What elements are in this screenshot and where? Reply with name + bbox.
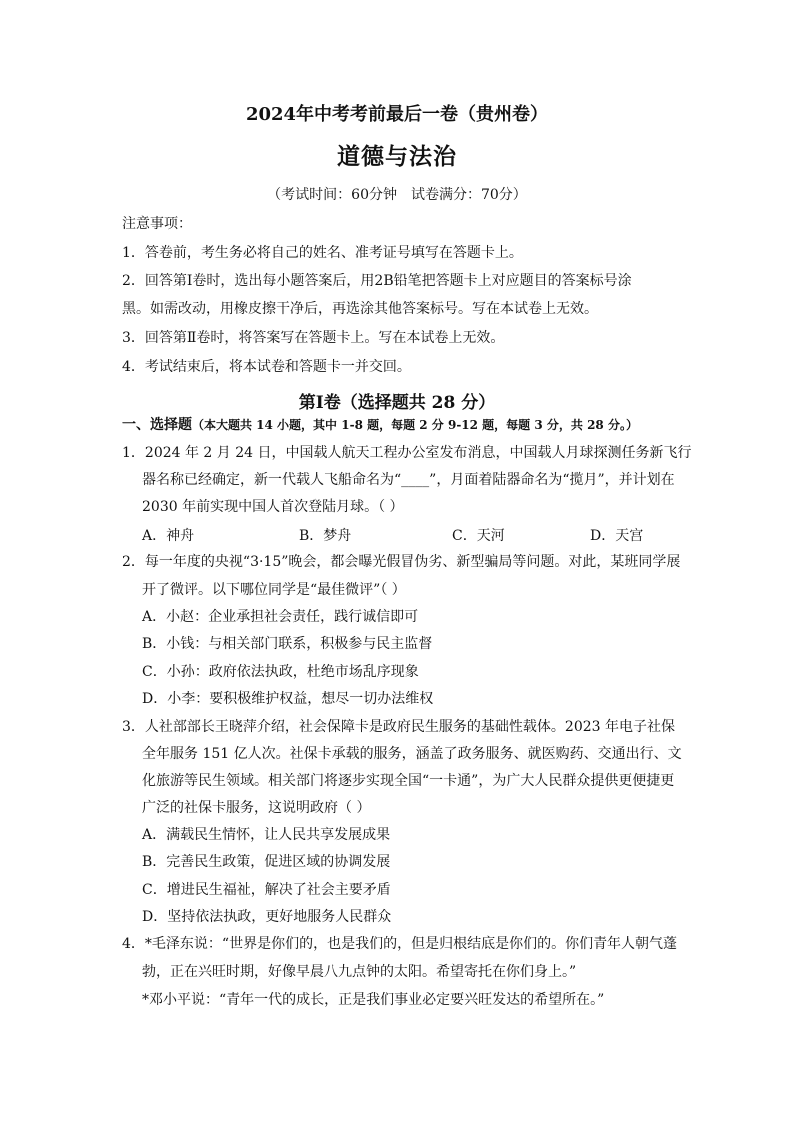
note-item: 黑。如需改动，用橡皮擦干净后，再选涂其他答案标号。写在本试卷上无效。 (122, 301, 598, 317)
option-d: D．天宫 (590, 528, 644, 544)
question-line: 全年服务 151 亿人次。社保卡承载的服务，涵盖了政务服务、就医购药、交通出行、文 (142, 746, 682, 762)
option-b: B．梦舟 (299, 528, 352, 544)
section-heading-label: 一、选择题 (122, 417, 192, 433)
exam-title: 2024年中考考前最后一卷（贵州卷） (245, 104, 549, 125)
question-line: 1．2024 年 2 月 24 日，中国载人航天工程办公室发布消息，中国载人月球探测任务新飞行 (122, 445, 692, 461)
note-item: 4．考试结束后，将本试卷和答题卡一并交回。 (122, 359, 411, 375)
question-line: 4．*毛泽东说：“世界是你们的，也是我们的，但是归根结底是你们的。你们青年人朝气蓬 (122, 936, 678, 952)
option-c: C．增进民生福祉，解决了社会主要矛盾 (142, 882, 391, 898)
question-line: *邓小平说：“青年一代的成长，正是我们事业必定要兴旺发达的希望所在。” (142, 992, 605, 1008)
section-heading (122, 414, 638, 434)
question-line: 开了微评。以下哪位同学是“最佳微评”（ ） (142, 582, 406, 598)
option-c: C．小孙：政府依法执政，杜绝市场乱序现象 (142, 664, 419, 680)
subject-title: 道德与法治 (337, 143, 457, 170)
option-a: A．神舟 (142, 528, 195, 544)
option-a: A．满载民生情怀，让人民共享发展成果 (142, 827, 391, 843)
section-title: 第Ⅰ卷（选择题共 28 分） (298, 393, 496, 413)
option-d: D．小李：要积极维护权益，想尽一切办法维权 (142, 691, 434, 707)
option-d: D．坚持依法执政，更好地服务人民群众 (142, 909, 392, 925)
question-line: 2030 年前实现中国人首次登陆月球。（ ） (142, 499, 404, 515)
note-item: 2．回答第Ⅰ卷时，选出每小题答案后，用2B铅笔把答题卡上对应题目的答案标号涂 (122, 273, 632, 289)
question-line: 勃，正在兴旺时期，好像早晨八九点钟的太阳。希望寄托在你们身上。” (142, 964, 577, 980)
question-line: 器名称已经确定，新一代载人飞船命名为“____”，月面着陆器命名为“揽月”，并计划在 (142, 472, 675, 488)
exam-info: （考试时间：60分钟 试卷满分：70分） (267, 187, 527, 203)
question-line: 3．人社部部长王晓萍介绍，社会保障卡是政府民生服务的基础性载体。2023 年电子社保 (122, 719, 675, 735)
note-item: 1．答卷前，考生务必将自己的姓名、准考证号填写在答题卡上。 (122, 245, 523, 261)
question-line: 2．每一年度的央视“3·15”晚会，都会曝光假冒伪劣、新型骗局等问题。对此，某班同学展 (122, 554, 681, 570)
question-line: 化旅游等民生领域。相关部门将逐步实现全国“一卡通”，为广大人民群众提供更便捷更 (142, 773, 675, 789)
section-heading-detail: （本大题共 14 小题，其中 1-8 题，每题 2 分 9-12 题，每题 3 分，共 28 分。） (192, 418, 638, 432)
question-line: 广泛的社保卡服务，这说明政府（ ） (142, 800, 371, 816)
option-c: C．天河 (452, 528, 505, 544)
option-b: B．小钱：与相关部门联系，积极参与民主监督 (142, 636, 433, 652)
option-b: B．完善民生政策，促进区域的协调发展 (142, 854, 391, 870)
option-a: A．小赵：企业承担社会责任，践行诚信即可 (142, 609, 419, 625)
note-item: 3．回答第Ⅱ卷时，将答案写在答题卡上。写在本试卷上无效。 (122, 330, 505, 346)
notes-heading: 注意事项： (122, 216, 192, 232)
